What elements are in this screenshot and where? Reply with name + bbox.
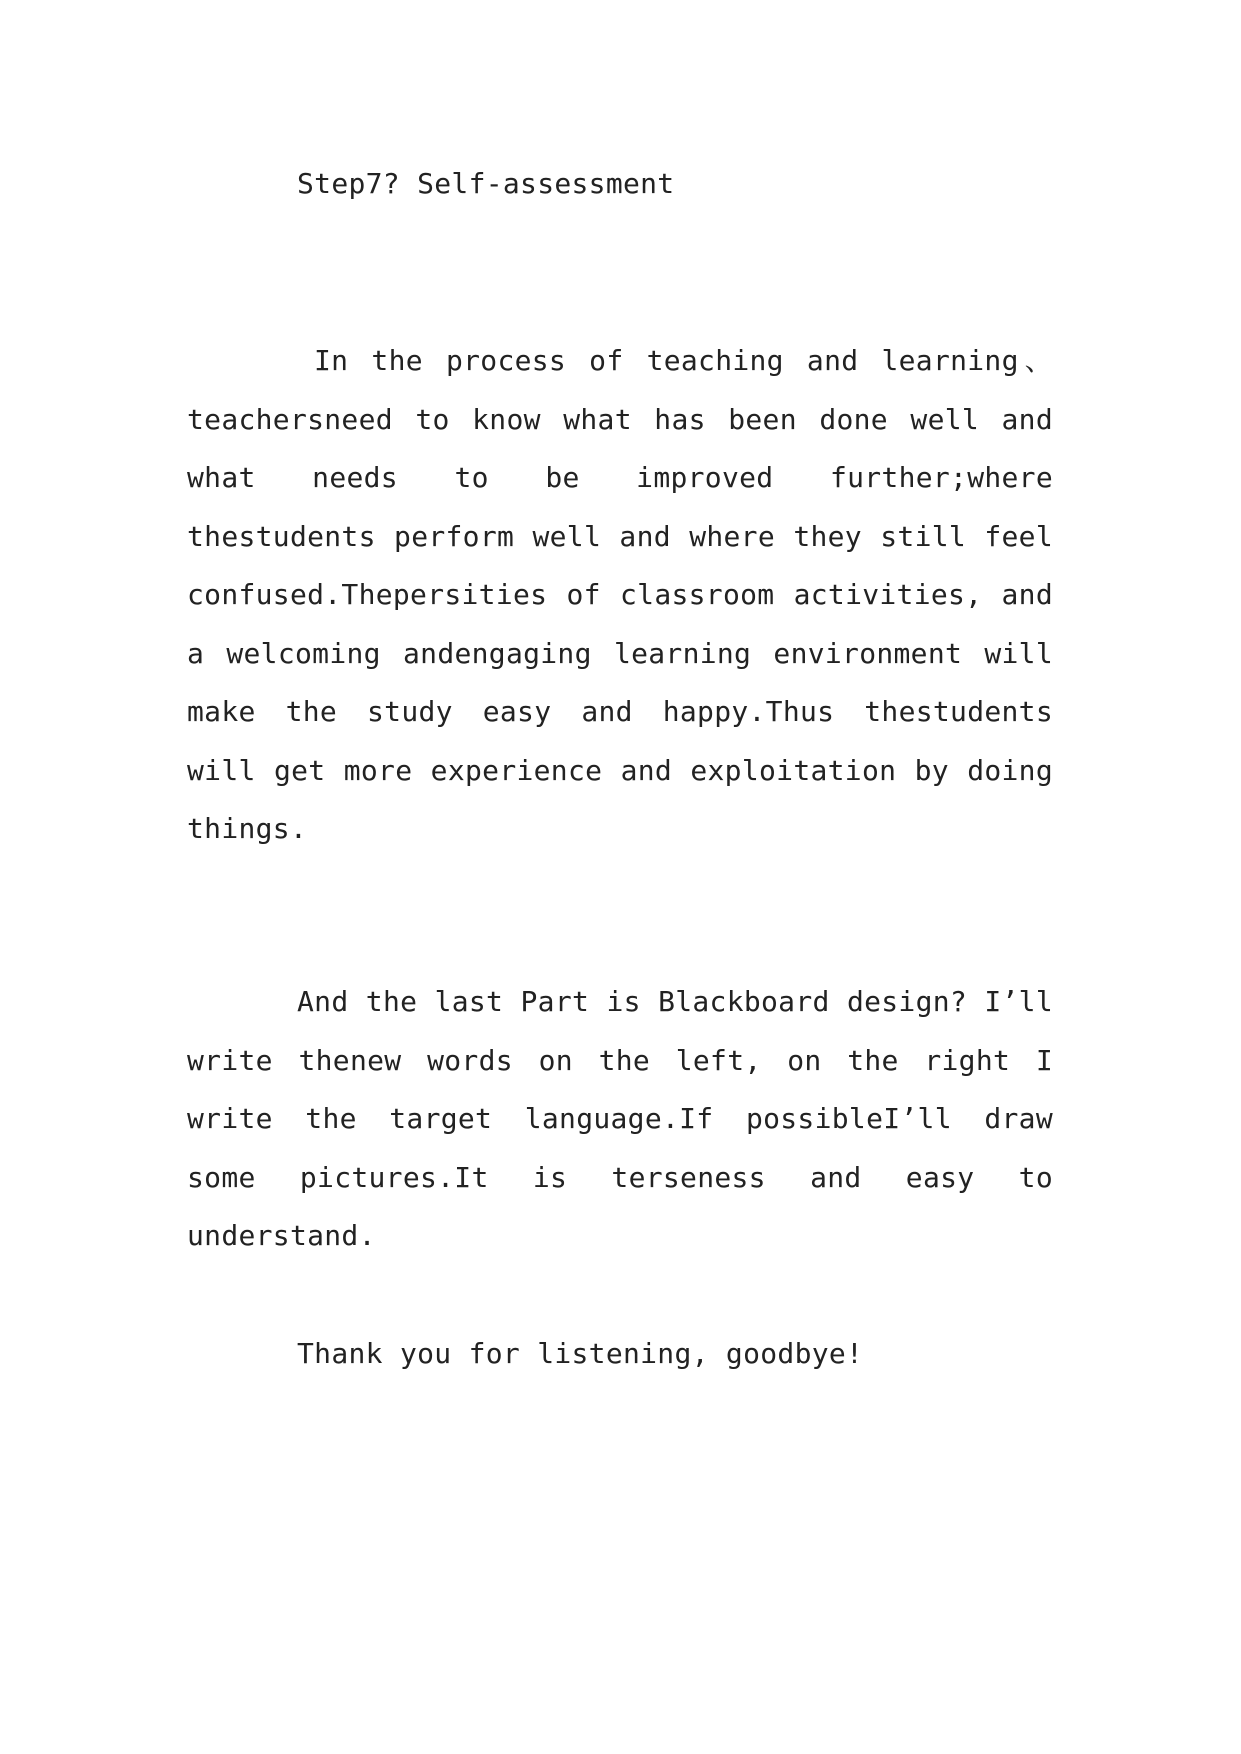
closing-line: Thank you for listening, goodbye! [297, 1337, 864, 1370]
paragraph-self-assessment: In the process of teaching and learning、teachersneed to know what has been done well and what needs to be improved further;where thestudents perform well and where they still feel confused.Thepersities of classroom activities, and a welcoming andengaging learning environment will make the study easy and happy.Thus thestudents will get more experience and exploitation by doing things. [187, 344, 1053, 845]
paragraph-blackboard-design: And the last Part is Blackboard design? I’ll write thenew words on the left, on the right I write the target language.If possibleI’ll draw some pictures.It is terseness and easy to understand. [187, 985, 1053, 1252]
section-heading: Step7? Self-assessment [297, 167, 675, 200]
